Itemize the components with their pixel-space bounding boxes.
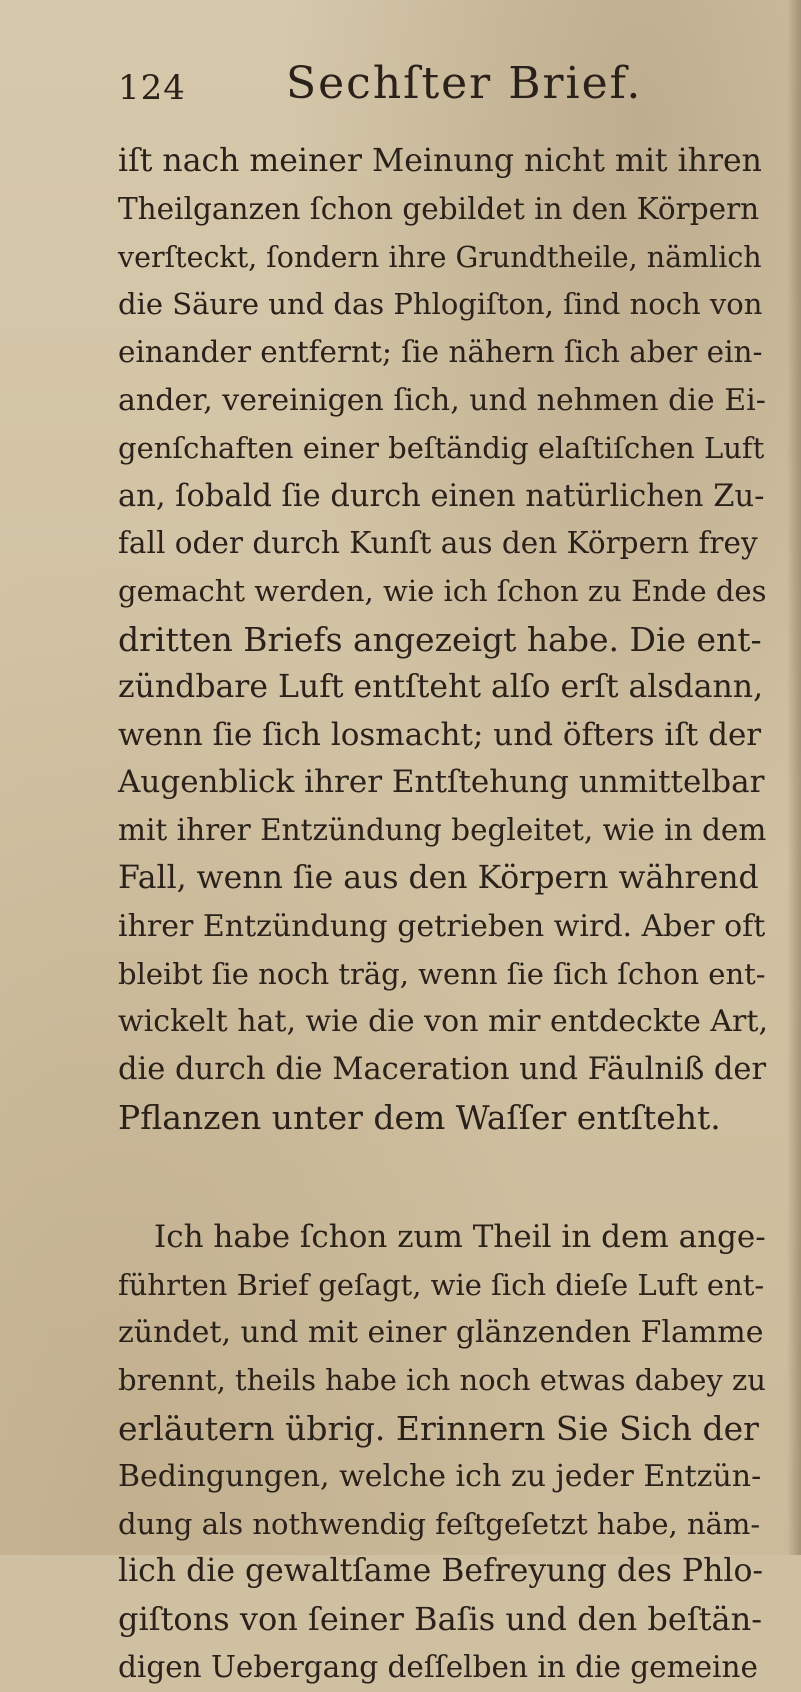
text-line: digen Uebergang deſſelben in die gemeine: [118, 1649, 758, 1684]
running-head: Sechſter Brief.: [286, 58, 643, 109]
text-line: zündet, und mit einer glänzenden Flamme: [118, 1315, 764, 1351]
text-line: genſchaften einer beſtändig elaſtiſchen Luft: [118, 430, 765, 465]
text-line: gemacht werden, wie ich ſchon zu Ende des: [118, 574, 767, 609]
text-line: giſtons von ſeiner Baſis und den beſtän-: [118, 1600, 763, 1639]
text-line: fall oder durch Kunſt aus den Körpern frey: [118, 526, 758, 561]
text-line: Bedingungen, welche ich zu jeder Entzün-: [118, 1458, 762, 1494]
text-line: an, ſobald ſie durch einen natürlichen Zu-: [118, 478, 765, 514]
body-text: [118, 138, 768, 1692]
text-line: dung als nothwendig feſtgeſetzt habe, näm-: [118, 1506, 761, 1541]
text-line: die Säure und das Phlogiſton, ſind noch von: [118, 287, 763, 322]
paragraph-gap: [118, 1142, 768, 1214]
text-line: Fall, wenn ſie aus den Körpern während: [118, 859, 759, 896]
text-line: Pflanzen unter dem Waſſer entſteht.: [118, 1097, 721, 1137]
page-header: [118, 58, 758, 116]
page-number: 124: [118, 68, 186, 108]
paragraph-1: [118, 138, 768, 1142]
text-line: einander entfernt; ſie nähern ſich aber ein-: [118, 335, 763, 370]
text-line: bleibt ſie noch träg, wenn ſie ſich ſchon ent-: [118, 956, 766, 991]
page-edge-shadow: [787, 0, 801, 1555]
text-line: ander, vereinigen ſich, und nehmen die Ei-: [118, 382, 766, 418]
paragraph-2: [118, 1214, 768, 1692]
text-line: dritten Briefs angezeigt habe. Die ent-: [118, 619, 762, 659]
text-line: wickelt hat, wie die von mir entdeckte Art,: [118, 1004, 768, 1040]
text-line: erläutern übrig. Erinnern Sie Sich der: [118, 1408, 759, 1448]
text-line: iſt nach meiner Meinung nicht mit ihren: [118, 143, 762, 179]
text-line: führten Brief geſagt, wie ſich dieſe Luft ent-: [118, 1267, 765, 1302]
text-line: lich die gewaltſame Befreyung des Phlo-: [118, 1553, 764, 1590]
text-line: zündbare Luft entſteht alſo erſt alsdann,: [118, 668, 764, 705]
text-line: Theilganzen ſchon gebildet in den Körpern: [118, 191, 760, 226]
text-line: mit ihrer Entzündung begleitet, wie in dem: [118, 813, 767, 848]
text-line: wenn ſie ſich losmacht; und öfters iſt der: [118, 716, 762, 753]
text-line: die durch die Maceration und Fäulniß der: [118, 1052, 767, 1088]
text-line: verſteckt, ſondern ihre Grundtheile, nämlich: [118, 240, 762, 274]
text-line: ihrer Entzündung getrieben wird. Aber oft: [118, 908, 766, 944]
text-line: Ich habe ſchon zum Theil in dem ange-: [154, 1218, 766, 1255]
text-line: Augenblick ihrer Entſtehung unmittelbar: [118, 764, 765, 801]
text-line: brennt, theils habe ich noch etwas dabey zu: [118, 1363, 766, 1398]
